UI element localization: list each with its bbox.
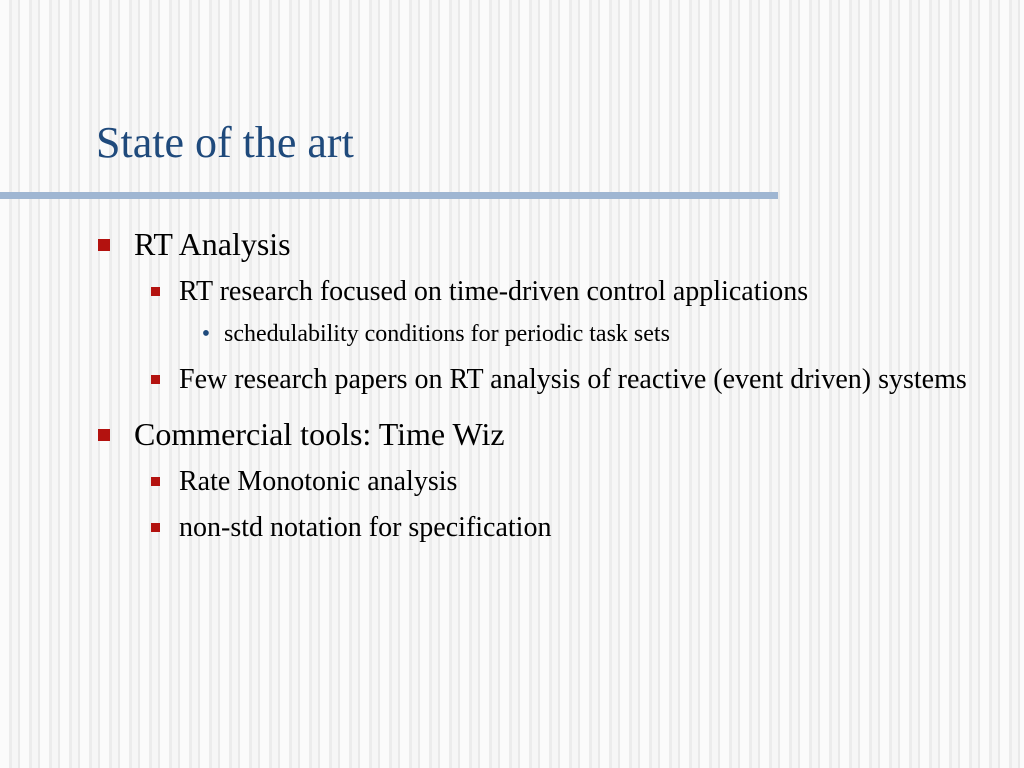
slide-title: State of the art <box>96 118 354 167</box>
bullet-text: RT Analysis <box>134 226 291 262</box>
bullet-text: non-std notation for specification <box>179 512 552 543</box>
list-item <box>196 318 996 350</box>
slide-body <box>96 224 996 554</box>
title-underline <box>0 192 778 199</box>
square-bullet-icon <box>151 287 160 296</box>
list-item <box>96 414 996 454</box>
bullet-text: Rate Monotonic analysis <box>179 466 458 497</box>
square-bullet-icon <box>151 375 160 384</box>
dot-bullet-icon: • <box>201 321 211 347</box>
bullet-text: Commercial tools: Time Wiz <box>134 416 505 452</box>
bullet-text: Few research papers on RT analysis of reactive (event driven) systems <box>179 364 967 395</box>
square-bullet-icon <box>98 239 110 251</box>
list-item <box>96 224 996 264</box>
bullet-text: RT research focused on time-driven control applications <box>179 276 809 307</box>
list-item <box>146 462 996 502</box>
square-bullet-icon <box>98 429 110 441</box>
list-item <box>146 360 996 400</box>
list-item <box>146 508 996 548</box>
bullet-text: schedulability conditions for periodic task sets <box>224 321 670 347</box>
square-bullet-icon <box>151 523 160 532</box>
list-item <box>146 272 996 312</box>
square-bullet-icon <box>151 477 160 486</box>
